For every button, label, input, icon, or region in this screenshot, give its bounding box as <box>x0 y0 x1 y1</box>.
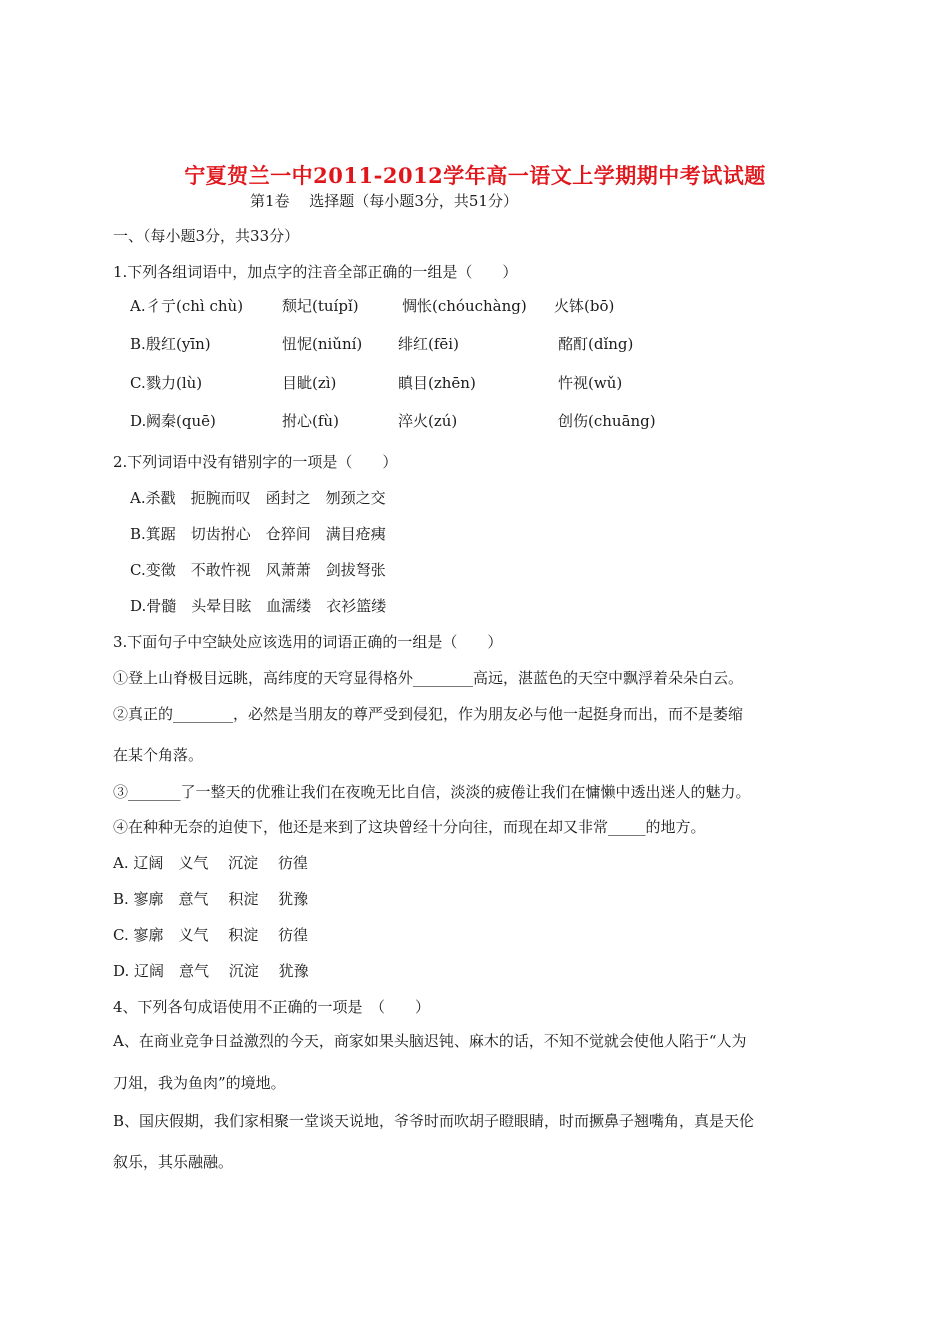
option-item: 目眦(zì) <box>282 374 337 392</box>
option-item: 瞋目(zhēn) <box>398 374 476 392</box>
option-letter: C. <box>130 374 146 392</box>
option-item: 惆怅(chóuchàng) <box>402 297 527 315</box>
option-item: 拊心(fù) <box>282 412 339 430</box>
option-item: 阙秦(quē) <box>146 412 216 430</box>
question-3-sentence-3: ③_______了一整天的优雅让我们在夜晚无比自信，淡淡的疲倦让我们在慵懒中透出迷人的魅力。 <box>113 783 751 801</box>
option-item: 颓圮(tuípǐ) <box>282 297 359 315</box>
page-title: 宁夏贺兰一中2011-2012学年高一语文上学期期中考试试题 <box>184 163 766 188</box>
option-item: 酩酊(dǐng) <box>558 335 634 353</box>
option-letter: D. <box>130 412 147 430</box>
question-3-option-c: C. 寥廓 义气 积淀 彷徨 <box>113 926 309 944</box>
option-item: 彳亍(chì chù) <box>146 297 244 315</box>
option-item: 淬火(zú) <box>398 412 458 430</box>
section-subtitle: 第1卷 选择题（每小题3分，共51分） <box>250 192 518 210</box>
option-item: 殷红(yīn) <box>146 335 211 353</box>
question-3-stem: 3.下面句子中空缺处应该选用的词语正确的一组是（ ） <box>113 633 503 651</box>
question-3-option-b: B. 寥廓 意气 积淀 犹豫 <box>113 890 309 908</box>
option-item: 戮力(lù) <box>146 374 203 392</box>
option-item: 绯红(fēi) <box>398 335 459 353</box>
question-3-sentence-2: ②真正的________，必然是当朋友的尊严受到侵犯，作为朋友必与他一起挺身而出，而不是萎缩 <box>113 705 744 723</box>
section-heading: 一、（每小题3分，共33分） <box>113 227 300 245</box>
question-2-option-c: C.变徵 不敢忤视 风萧萧 剑拔弩张 <box>130 561 386 579</box>
question-4-option-a-cont: 刀俎，我为鱼肉”的境地。 <box>113 1074 286 1092</box>
question-3-sentence-4: ④在种种无奈的迫使下，他还是来到了这块曾经十分向往，而现在却又非常_____的地方。 <box>113 818 706 836</box>
question-2-stem: 2.下列词语中没有错别字的一项是（ ） <box>113 453 398 471</box>
question-2-option-b: B.箕踞 切齿拊心 仓猝间 满目疮痍 <box>130 525 386 543</box>
question-4-option-a: A、在商业竞争日益激烈的今天，商家如果头脑迟钝、麻木的话，不知不觉就会使他人陷于“人为 <box>113 1032 747 1050</box>
question-2-option-a: A.杀戳 扼腕而叹 函封之 刎颈之交 <box>130 489 386 507</box>
question-3-sentence-1: ①登上山脊极目远眺，高纬度的天穹显得格外________高远，湛蓝色的天空中飘浮着朵朵白云。 <box>113 669 744 687</box>
question-4-option-b: B、国庆假期，我们家相聚一堂谈天说地，爷爷时而吹胡子瞪眼睛，时而撅鼻子翘嘴角，真是天伦 <box>113 1112 755 1130</box>
question-1-stem: 1.下列各组词语中，加点字的注音全部正确的一组是（ ） <box>113 263 518 281</box>
question-4-option-b-cont: 叙乐，其乐融融。 <box>113 1153 234 1171</box>
option-item: 忤视(wǔ) <box>558 374 623 392</box>
question-3-option-d: D. 辽阔 意气 沉淀 犹豫 <box>113 962 309 980</box>
question-2-option-d: D.骨髓 头晕目眩 血濡缕 衣衫篮缕 <box>130 597 387 615</box>
question-3-option-a: A. 辽阔 义气 沉淀 彷徨 <box>113 854 308 872</box>
option-item: 创伤(chuāng) <box>558 412 656 430</box>
question-4-stem: 4、下列各句成语使用不正确的一项是 （ ） <box>113 998 431 1016</box>
option-item: 忸怩(niǔní) <box>282 335 363 353</box>
option-letter: B. <box>130 335 146 353</box>
option-item: 火钵(bō) <box>554 297 615 315</box>
option-letter: A. <box>130 297 146 315</box>
question-3-sentence-2-cont: 在某个角落。 <box>113 746 204 764</box>
